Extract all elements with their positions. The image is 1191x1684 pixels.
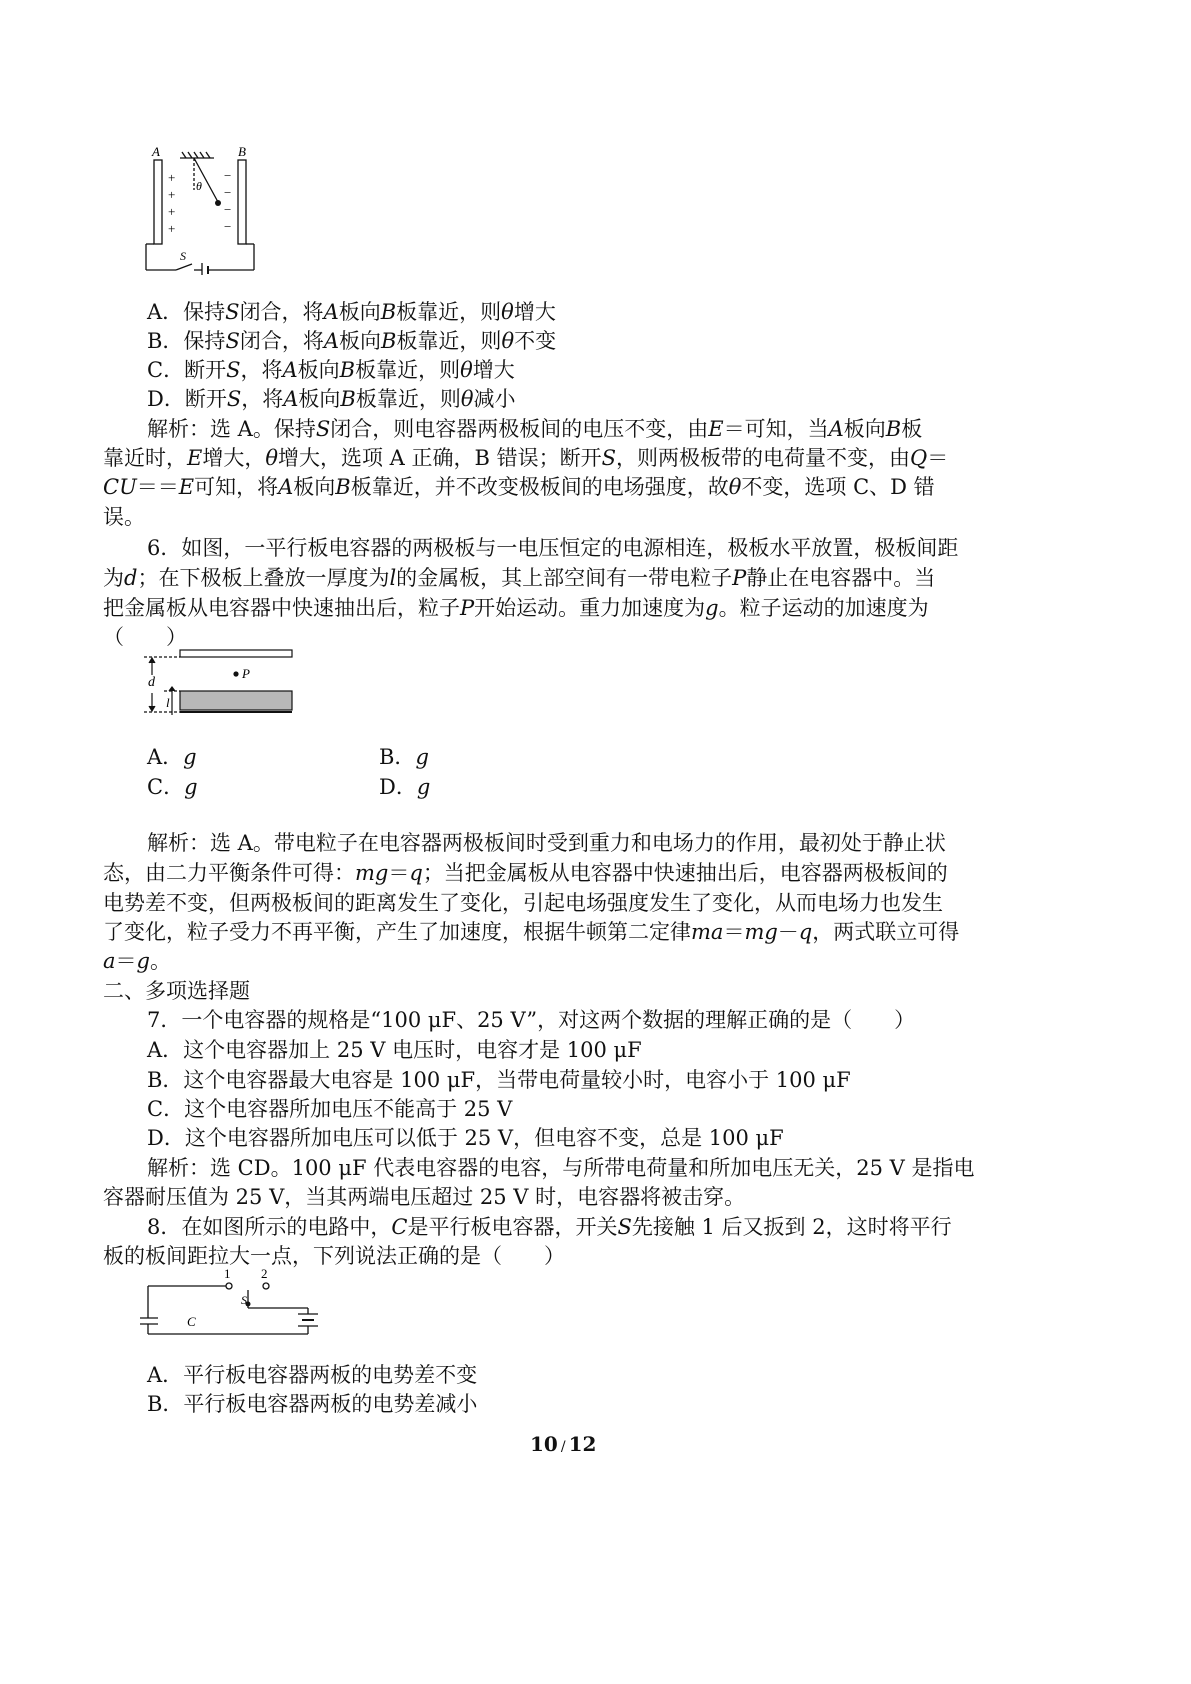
q5-option-a: A．保持S闭合，将A板向B板靠近，则θ增大: [147, 300, 556, 324]
svg-text:−: −: [224, 185, 232, 200]
svg-text:−: −: [224, 219, 232, 234]
label-a: A: [152, 144, 160, 159]
terminal-1: 1: [224, 1268, 231, 1281]
q5-explanation-line3: CU＝＝E可知，将A板向B板靠近，并不改变极板间的电场强度，故θ不变，选项 C、D 错: [103, 475, 935, 499]
q8-stem-line1: 8．在如图所示的电路中，C是平行板电容器，开关S先接触 1 后又扳到 2，这时将平行: [147, 1215, 952, 1239]
figure-capacitor-pendulum: [140, 140, 270, 275]
q5-option-d: D．断开S，将A板向B板靠近，则θ减小: [147, 387, 516, 411]
q5-option-b: B．保持S闭合，将A板向B板靠近，则θ不变: [147, 329, 557, 353]
theta-label: θ: [196, 179, 202, 193]
q8-option-b: B．平行板电容器两板的电势差减小: [147, 1392, 478, 1416]
q5-explanation-line4: 误。: [103, 505, 145, 529]
q6-explanation-line5: a＝g。: [103, 949, 171, 973]
q6-stem-line1: 6．如图，一平行板电容器的两极板与一电压恒定的电源相连，极板水平放置，极板间距: [147, 536, 959, 560]
svg-text:−: −: [224, 168, 232, 183]
q6-explanation-line4: 了变化，粒子受力不再平衡，产生了加速度，根据牛顿第二定律ma＝mg－q，两式联立可得: [103, 920, 960, 944]
switch-s-label: S: [241, 1293, 247, 1307]
page-number: 10 / 12: [530, 1432, 597, 1456]
svg-text:+: +: [168, 204, 176, 219]
q6-explanation-line3: 电势差不变，但两极板间的距离发生了变化，引起电场强度发生了变化，从而电场力也发生: [103, 891, 943, 915]
q6-option-c: C．g: [147, 775, 198, 799]
q7-explanation-line2: 容器耐压值为 25 V，当其两端电压超过 25 V 时，电容器将被击穿。: [103, 1185, 746, 1209]
q6-explanation-line1: 解析：选 A。带电粒子在电容器两极板间时受到重力和电场力的作用，最初处于静止状: [147, 831, 946, 855]
q5-option-c: C．断开S，将A板向B板靠近，则θ增大: [147, 358, 515, 382]
q6-explanation-line2: 态，由二力平衡条件可得：mg＝q；当把金属板从电容器中快速抽出后，电容器两极板间的: [103, 861, 948, 885]
section-heading: 二、多项选择题: [103, 979, 250, 1003]
q6-option-a: A．g: [147, 745, 197, 769]
d-label: d: [148, 675, 155, 690]
q7-option-c: C．这个电容器所加电压不能高于 25 V: [147, 1097, 513, 1121]
q8-stem-line2: 板的板间距拉大一点，下列说法正确的是（ ）: [103, 1244, 565, 1268]
l-label: l: [166, 695, 170, 710]
q7-stem: 7．一个电容器的规格是“100 μF、25 V”，对这两个数据的理解正确的是（ ）: [147, 1008, 916, 1032]
figure-switch-circuit: [140, 1268, 330, 1348]
q5-explanation-line2: 靠近时，E增大，θ增大，选项 A 正确，B 错误；断开S，则两极板带的电荷量不变，由Q＝: [103, 446, 949, 470]
minus-charges: [224, 168, 231, 234]
capacitor-c-label: C: [187, 1314, 196, 1329]
terminal-2: 2: [261, 1268, 268, 1281]
plus-charges: [168, 170, 175, 236]
q7-option-b: B．这个电容器最大电容是 100 μF，当带电荷量较小时，电容小于 100 μF: [147, 1068, 851, 1092]
q6-stem-line4: （ ）: [103, 625, 187, 649]
q8-option-a: A．平行板电容器两板的电势差不变: [147, 1363, 478, 1387]
q7-option-d: D．这个电容器所加电压可以低于 25 V，但电容不变，总是 100 μF: [147, 1126, 784, 1150]
q6-option-b: B．g: [379, 745, 429, 769]
p-label: P: [242, 666, 250, 681]
svg-text:+: +: [168, 170, 176, 185]
q7-option-a: A．这个电容器加上 25 V 电压时，电容才是 100 μF: [147, 1038, 642, 1062]
svg-text:+: +: [168, 187, 176, 202]
q5-explanation-line1: 解析：选 A。保持S闭合，则电容器两极板间的电压不变，由E＝可知，当A板向B板: [147, 417, 923, 441]
q6-stem-line3: 把金属板从电容器中快速抽出后，粒子P开始运动。重力加速度为g。粒子运动的加速度为: [103, 596, 929, 620]
svg-text:−: −: [224, 202, 232, 217]
label-b: B: [238, 144, 246, 159]
switch-label: S: [180, 249, 186, 263]
figure-capacitor-metal-plate: [140, 645, 300, 717]
svg-text:+: +: [168, 221, 176, 236]
q6-stem-line2: 为d；在下极板上叠放一厚度为l的金属板，其上部空间有一带电粒子P静止在电容器中。当: [103, 566, 936, 590]
q7-explanation-line1: 解析：选 CD。100 μF 代表电容器的电容，与所带电荷量和所加电压无关，25 V 是指电: [147, 1156, 975, 1180]
q6-option-d: D．g: [379, 775, 431, 799]
